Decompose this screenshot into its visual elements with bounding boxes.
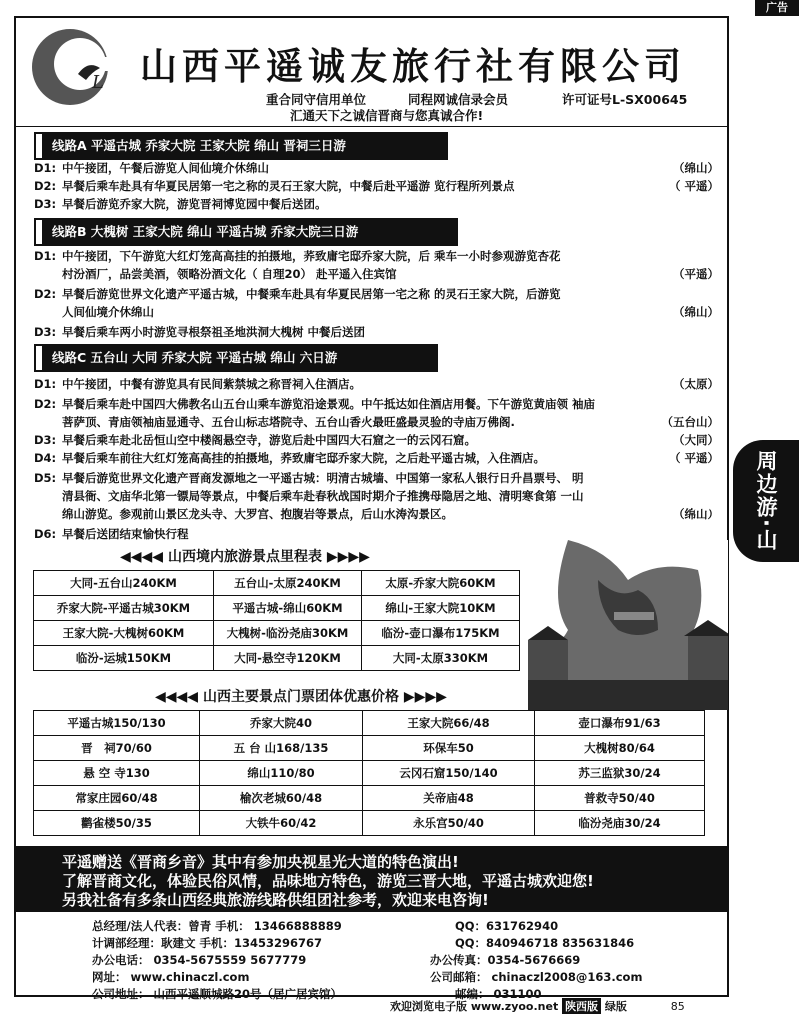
table-row — [34, 646, 520, 671]
route-c-loc: （五台山） — [661, 415, 719, 429]
mileage-cell: 临汾-壶口瀑布175KM — [362, 621, 520, 646]
contact-phone: 办公电话： 0354-5675559 5677779 — [92, 953, 307, 967]
scenic-photo — [528, 540, 728, 710]
company-name: 山西平遥诚友旅行社有限公司 — [140, 45, 686, 88]
route-c-day: D4: 早餐后乘车前往大红灯笼高高挂的拍摄地，荞致庸宅邸乔家大院，之后赴平遥古城，入住酒店。 — [34, 451, 545, 465]
table-row — [34, 711, 705, 736]
route-a-day: D1: 中午接团，午餐后游览人间仙境介休绵山 — [34, 161, 269, 175]
contact-address: 公司地址： 山西平遥顺城路20号（居广居宾馆） — [92, 987, 343, 1001]
contact-postcode: 邮编： 031100 — [455, 987, 542, 1001]
svg-text:L: L — [92, 72, 104, 93]
mileage-cell: 绵山-王家大院10KM — [362, 596, 520, 621]
contact-planner: 计调部经理：耿建文 手机：13453296767 — [92, 936, 323, 950]
price-cell: 乔家大院40 — [200, 711, 363, 736]
price-cell: 普救寺50/40 — [535, 786, 705, 811]
price-cell: 大槐树80/64 — [535, 736, 705, 761]
route-a-day: D3: 早餐后游览乔家大院，游览晋祠博览园中餐后送团。 — [34, 197, 327, 211]
route-b-loc: （平遥） — [673, 267, 719, 281]
table-row — [34, 786, 705, 811]
credential-1: 重合同守信用单位 — [266, 92, 367, 107]
route-b-day: D2: 早餐后游览世界文化遗产平遥古城，中餐乘车赴具有华夏民居第一宅之称 的灵石王家大院，后游览 — [34, 287, 561, 301]
table-row — [34, 571, 520, 596]
table-row — [34, 596, 520, 621]
contact-fax: 办公传真：0354-5676669 — [430, 953, 581, 967]
contact-website: 网址： www.chinaczl.com — [92, 970, 250, 984]
route-c-day: D3: 早餐后乘车赴北岳恒山空中楼阁悬空寺，游览后赴中国四大石窟之一的云冈石窟。 — [34, 433, 476, 447]
route-c-loc: （大同） — [673, 433, 719, 447]
mileage-table-title: ◀◀◀◀ 山西境内旅游景点里程表 ▶▶▶▶ — [120, 549, 370, 565]
ad-label: 广告 — [755, 0, 799, 16]
contact-qq-2: QQ：840946718 835631846 — [455, 936, 635, 950]
price-cell: 王家大院66/48 — [363, 711, 535, 736]
mileage-cell: 平遥古城-绵山60KM — [214, 596, 362, 621]
price-cell: 苏三监狱30/24 — [535, 761, 705, 786]
slogan: 汇通天下之诚信晋商与您真诚合作! — [290, 108, 484, 123]
contact-qq: QQ：631762940 — [455, 919, 559, 933]
promo-line: 了解晋商文化，体验民俗风情，品味地方特色，游览三晋大地，平遥古城欢迎您! — [62, 872, 594, 890]
route-c-loc: （太原） — [673, 377, 719, 391]
route-a-loc: （ 平遥） — [668, 179, 719, 193]
edition-badge: 陕西版 — [562, 998, 601, 1014]
route-a-heading: 线路A 平遥古城 乔家大院 王家大院 绵山 晋祠三日游 — [36, 134, 446, 158]
route-a-loc: （绵山） — [673, 161, 719, 175]
mileage-cell: 大同-悬空寺120KM — [214, 646, 362, 671]
route-c-loc: （ 平遥） — [668, 451, 719, 465]
mileage-cell: 大同-五台山240KM — [34, 571, 214, 596]
route-b-heading: 线路B 大槐树 王家大院 绵山 平遥古城 乔家大院三日游 — [36, 220, 456, 244]
table-row — [34, 736, 705, 761]
route-c-day: D1: 中午接团，中餐有游览具有民间紫禁城之称晋祠入住酒店。 — [34, 377, 361, 391]
price-cell: 关帝庙48 — [363, 786, 535, 811]
mileage-cell: 太原-乔家大院60KM — [362, 571, 520, 596]
route-c-loc: （绵山） — [673, 507, 719, 521]
route-c-day: D6: 早餐后送团结束愉快行程 — [34, 527, 189, 541]
mileage-cell: 乔家大院-平遥古城30KM — [34, 596, 214, 621]
price-table — [33, 710, 705, 836]
route-b-day: D3: 早餐后乘车两小时游览寻根祭祖圣地洪洞大槐树 中餐后送团 — [34, 325, 366, 339]
company-logo — [20, 22, 130, 112]
price-table-title: ◀◀◀◀ 山西主要景点门票团体优惠价格 ▶▶▶▶ — [155, 689, 447, 705]
route-c-day: 菩萨顶、青庙领袖庙显通寺、五台山标志塔院寺、五台山香火最旺盛最灵验的寺庙万佛阁. — [62, 415, 515, 429]
contact-email: 公司邮箱： chinaczl2008@163.com — [430, 970, 643, 984]
route-b-day: 人间仙境介休绵山 — [62, 305, 154, 319]
mileage-cell: 临汾-运城150KM — [34, 646, 214, 671]
table-row — [34, 621, 520, 646]
price-cell: 悬 空 寺130 — [34, 761, 200, 786]
route-c-day: 绵山游览。参观前山景区龙头寺、大罗宫、抱腹岩等景点，后山水涛沟景区。 — [62, 507, 453, 521]
edition-label: 绿版 — [604, 1000, 627, 1013]
price-cell: 鹳雀楼50/35 — [34, 811, 200, 836]
route-c-day: D5: 早餐后游览世界文化遗产晋商发源地之一平遥古城：明清古城墙、中国第一家私人银行日升昌票号、 明 — [34, 471, 584, 485]
mileage-cell: 大槐树-临汾尧庙30KM — [214, 621, 362, 646]
mileage-table — [33, 570, 520, 671]
price-cell: 云冈石窟150/140 — [363, 761, 535, 786]
table-row — [34, 811, 705, 836]
divider — [14, 126, 729, 127]
footer-site: 欢迎浏览电子版 www.zyoo.net — [390, 1000, 559, 1013]
price-cell: 平遥古城150/130 — [34, 711, 200, 736]
promo-line: 平遥赠送《晋商乡音》其中有参加央视星光大道的特色演出! — [62, 853, 459, 871]
price-cell: 五 台 山168/135 — [200, 736, 363, 761]
footer — [390, 998, 685, 1014]
license-number: 许可证号L-SX00645 — [562, 92, 688, 107]
price-cell: 壶口瀑布91/63 — [535, 711, 705, 736]
price-cell: 大铁牛60/42 — [200, 811, 363, 836]
mileage-cell: 五台山-太原240KM — [214, 571, 362, 596]
price-cell: 晋 祠70/60 — [34, 736, 200, 761]
route-a-day: D2: 早餐后乘车赴具有华夏民居第一宅之称的灵石王家大院，中餐后赴平遥游 览行程所列景点 — [34, 179, 515, 193]
price-cell: 榆次老城60/48 — [200, 786, 363, 811]
route-b-loc: （绵山） — [673, 305, 719, 319]
route-c-heading: 线路C 五台山 大同 乔家大院 平遥古城 绵山 六日游 — [36, 346, 436, 370]
mileage-cell: 王家大院-大槐树60KM — [34, 621, 214, 646]
route-c-day: 清县衙、文庙华北第一镖局等景点，中餐后乘车赴春秋战国时期介子推携母隐居之地、清明寒食第 一山 — [62, 489, 584, 503]
table-row — [34, 761, 705, 786]
side-category-tab: 周边游·山西 — [733, 440, 799, 562]
price-cell: 永乐宫50/40 — [363, 811, 535, 836]
page-number: 85 — [670, 1000, 685, 1013]
route-c-day: D2: 早餐后乘车赴中国四大佛教名山五台山乘车游览沿途景观。中午抵达如住酒店用餐。下午游览黄庙领 袖庙 — [34, 397, 595, 411]
price-cell: 环保车50 — [363, 736, 535, 761]
route-b-day: 村汾酒厂，品尝美酒，领略汾酒文化（ 自理20） 赴平遥入住宾馆 — [62, 267, 397, 281]
mileage-cell: 大同-太原330KM — [362, 646, 520, 671]
contact-manager: 总经理/法人代表：曾青 手机： 13466888889 — [92, 919, 342, 933]
promo-line: 另我社备有多条山西经典旅游线路供组团社参考，欢迎来电咨询! — [62, 891, 489, 909]
promo-band — [14, 846, 729, 912]
price-cell: 临汾尧庙30/24 — [535, 811, 705, 836]
price-cell: 常家庄园60/48 — [34, 786, 200, 811]
credential-2: 同程网诚信录会员 — [408, 92, 509, 107]
route-b-day: D1: 中午接团，下午游览大红灯笼高高挂的拍摄地，荞致庸宅邸乔家大院，后 乘车一小时参观游览杏花 — [34, 249, 561, 263]
price-cell: 绵山110/80 — [200, 761, 363, 786]
